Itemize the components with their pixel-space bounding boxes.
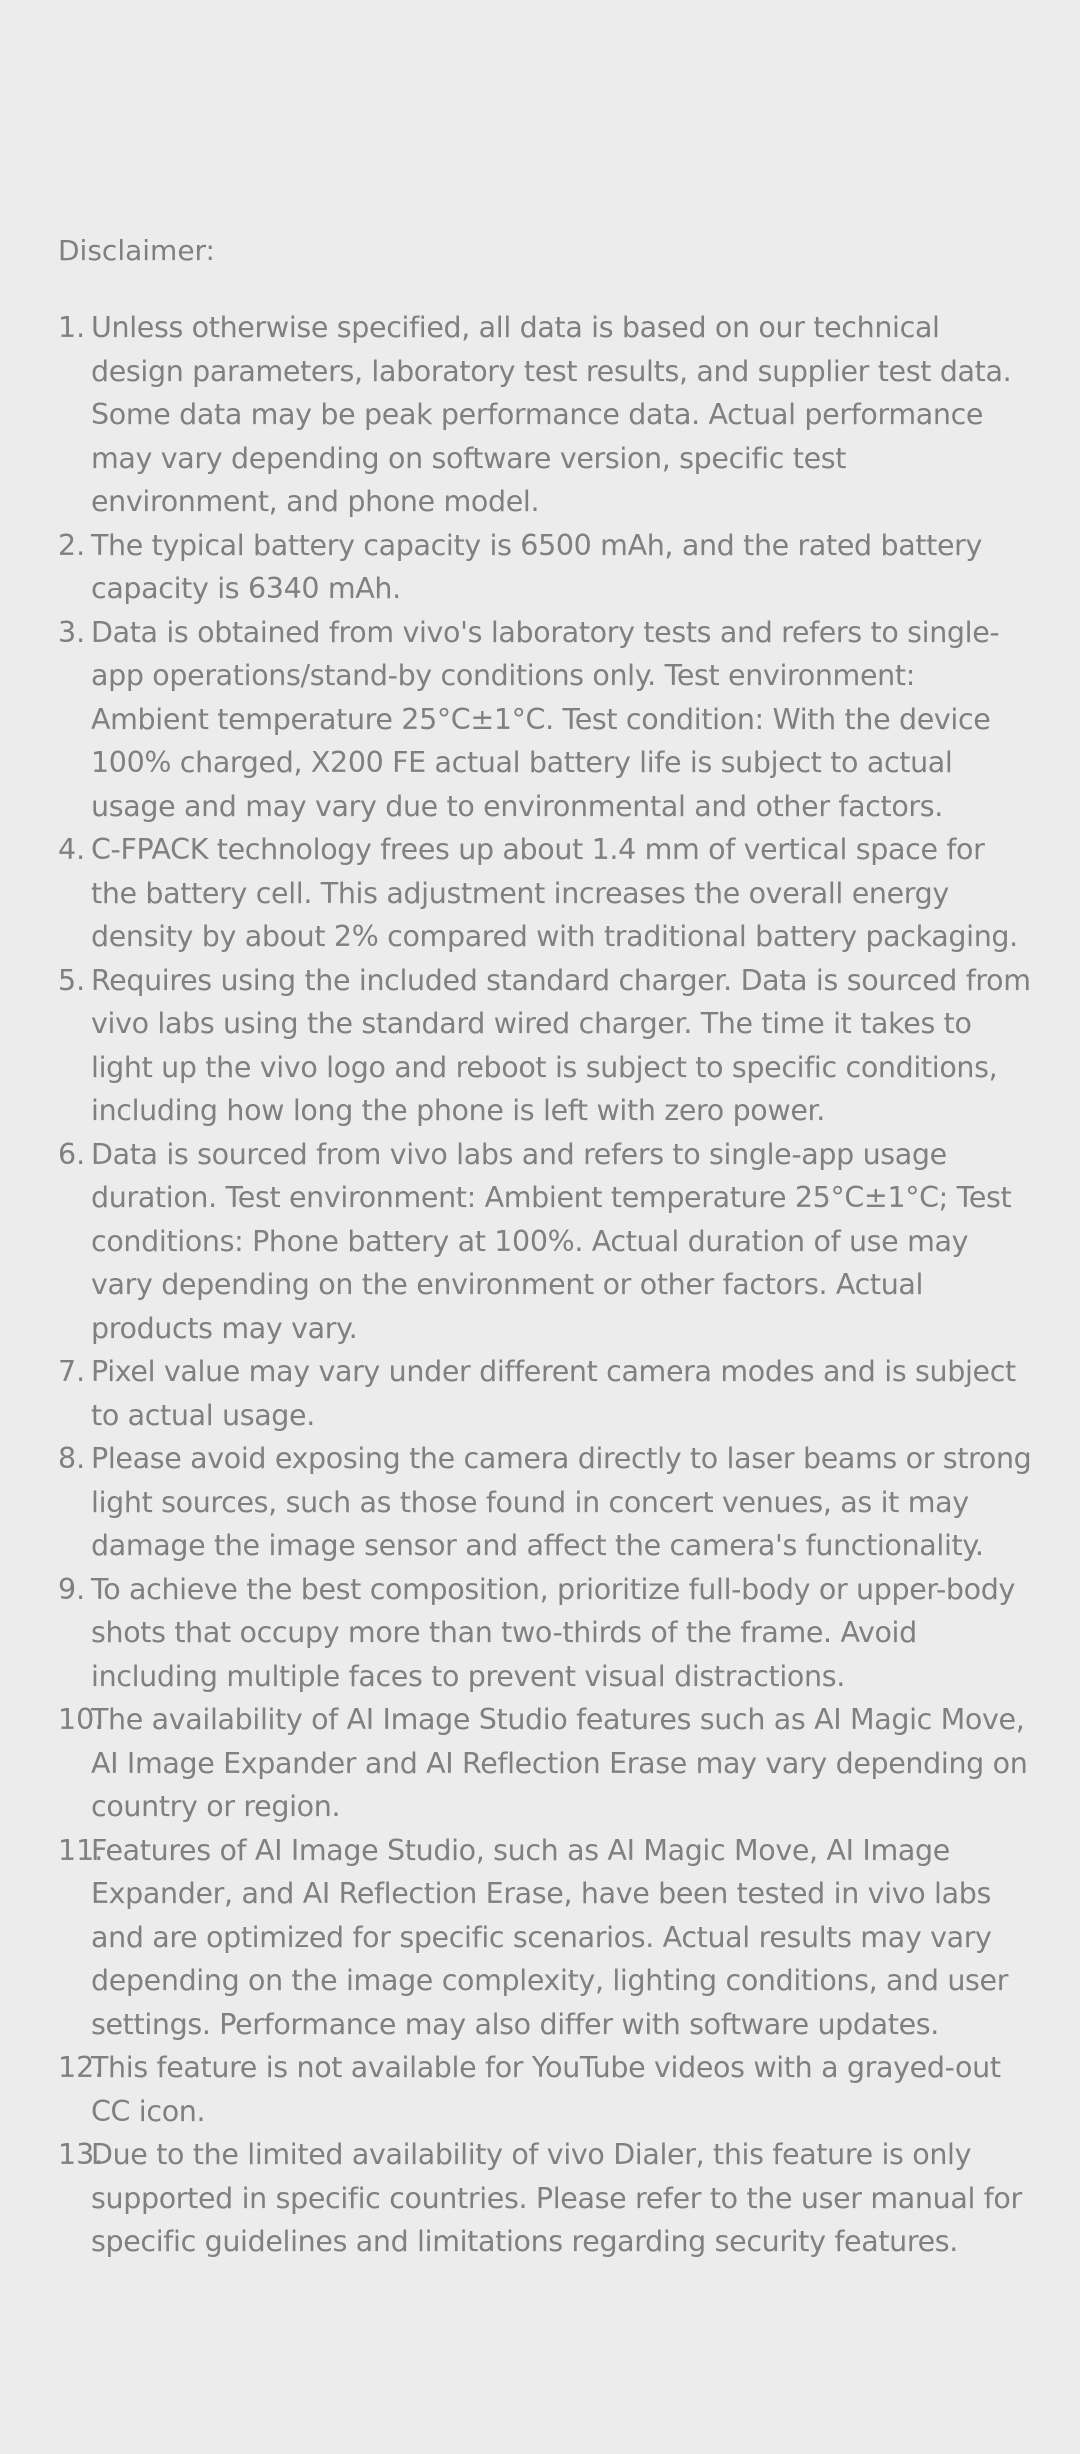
disclaimer-item [58, 2133, 1038, 2264]
item-number: 6. [58, 1137, 86, 1171]
item-text: Requires using the included standard charger. Data is sourced from vivo labs using the standard wired charger. The time it takes to light up the vivo logo and reboot is subject to specific conditions, including how long the phone is left with zero power. [91, 963, 1031, 1127]
disclaimer-item [58, 1698, 1038, 1829]
item-number: 10. [58, 1703, 104, 1736]
item-number: 5. [58, 963, 86, 997]
item-number: 11. [58, 1833, 104, 1867]
item-text: The availability of AI Image Studio features such as AI Magic Move, AI Image Expander and AI Reflection Erase may vary depending on country or region. [91, 1703, 1028, 1823]
disclaimer-item [58, 959, 1038, 1133]
disclaimer-heading: Disclaimer: [58, 234, 215, 267]
disclaimer-item [58, 1350, 1038, 1437]
item-number: 7. [58, 1355, 86, 1388]
item-text: Data is sourced from vivo labs and refers to single-app usage duration. Test environment: Ambient temperature 25°C±1°C; Test conditions: Phone battery at 100%. Actual duration of use may vary depending on the environment or other factors. Actual products may vary. [91, 1137, 1012, 1345]
item-text: To achieve the best composition, prioritize full-body or upper-body shots that occupy more than two-thirds of the frame. Avoid including multiple faces to prevent visual distractions. [91, 1572, 1015, 1693]
disclaimer-section [58, 226, 1038, 2264]
disclaimer-item [58, 1568, 1038, 1699]
item-text: The typical battery capacity is 6500 mAh, and the rated battery capacity is 6340 mAh. [91, 528, 983, 605]
item-number: 13. [58, 2138, 104, 2171]
disclaimer-item [58, 611, 1038, 829]
item-number: 12. [58, 2051, 104, 2084]
disclaimer-item [58, 306, 1038, 524]
item-number: 3. [58, 615, 86, 649]
item-text: This feature is not available for YouTube videos with a grayed-out CC icon. [91, 2051, 1001, 2128]
disclaimer-item [58, 2046, 1038, 2133]
item-text: Data is obtained from vivo's laboratory tests and refers to single-app operations/stand-by conditions only. Test environment: Ambient temperature 25°C±1°C. Test condition: With the device 100% charged, X200 FE actual battery life is subject to actual usage and may vary due to environmental and other factors. [91, 615, 1000, 823]
item-number: 9. [58, 1572, 86, 1606]
item-text: Due to the limited availability of vivo Dialer, this feature is only supported in specific countries. Please refer to the user manual for specific guidelines and limitations regarding security features. [91, 2138, 1022, 2258]
item-number: 8. [58, 1442, 86, 1475]
disclaimer-list [58, 306, 1038, 2264]
item-text: Please avoid exposing the camera directly to laser beams or strong light sources, such as those found in concert venues, as it may damage the image sensor and affect the camera's functionality. [91, 1442, 1032, 1562]
disclaimer-item [58, 828, 1038, 959]
item-text: Unless otherwise specified, all data is based on our technical design parameters, laboratory test results, and supplier test data. Some data may be peak performance data. Actual performance may vary depending on software version, specific test environment, and phone model. [91, 311, 1012, 518]
disclaimer-item [58, 524, 1038, 611]
item-number: 2. [58, 528, 86, 562]
item-text: Features of AI Image Studio, such as AI Magic Move, AI Image Expander, and AI Reflection Erase, have been tested in vivo labs and are optimized for specific scenarios. Actual results may vary depending on the image complexity, lighting conditions, and user settings. Performance may also differ with software updates. [91, 1833, 1009, 2041]
disclaimer-item [58, 1133, 1038, 1351]
item-number: 4. [58, 833, 86, 866]
disclaimer-item [58, 1437, 1038, 1568]
disclaimer-item [58, 1829, 1038, 2047]
item-text: C-FPACK technology frees up about 1.4 mm of vertical space for the battery cell. This adjustment increases the overall energy density by about 2% compared with traditional battery packaging. [91, 833, 1018, 953]
item-number: 1. [58, 311, 86, 344]
item-text: Pixel value may vary under different camera modes and is subject to actual usage. [91, 1355, 1016, 1432]
